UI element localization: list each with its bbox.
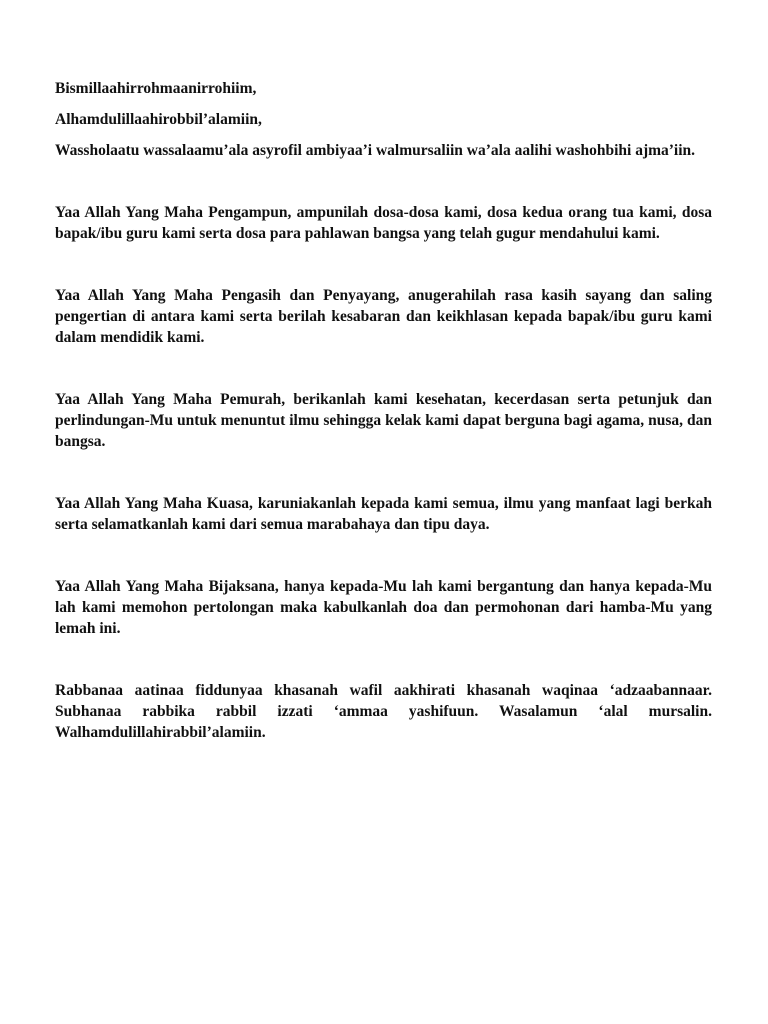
prayer-paragraph: Yaa Allah Yang Maha Kuasa, karuniakanlah kepada kami semua, ilmu yang manfaat lagi berkah serta selamatkanlah kami dari semua marabahaya dan tipu daya.: [55, 495, 712, 533]
prayer-bijaksana: [55, 576, 712, 639]
closing-paragraph: Rabbanaa aatinaa fiddunyaa khasanah wafil aakhirati khasanah waqinaa ‘adzaabannaar. Subhanaa rabbika rabbil izzati ‘ammaa yashifuun. Wasalamun ‘alal mursalin. Walhamdulillahirabbil’alamiin.: [55, 682, 712, 741]
sholawat-line: Wassholaatu wassalaamu’ala asyrofil ambiyaa’i walmursaliin wa’ala aalihi washohbihi ajma’iin.: [55, 142, 696, 159]
closing-prayer: [55, 680, 712, 743]
prayer-paragraph: Yaa Allah Yang Maha Pemurah, berikanlah kami kesehatan, kecerdasan serta petunjuk dan perlindungan-Mu untuk menuntut ilmu sehingga kelak kami dapat berguna bagi agama, nusa, dan bangsa.: [55, 391, 712, 450]
opening-greeting: [55, 78, 712, 161]
prayer-paragraph: Yaa Allah Yang Maha Pengampun, ampunilah dosa-dosa kami, dosa kedua orang tua kami, dosa bapak/ibu guru kami serta dosa para pahlawan bangsa yang telah gugur mendahului kami.: [55, 204, 712, 242]
bismillah-line: Bismillaahirrohmaanirrohiim,: [55, 80, 257, 97]
document-body: [55, 78, 712, 743]
prayer-paragraph: Yaa Allah Yang Maha Pengasih dan Penyayang, anugerahilah rasa kasih sayang dan saling pengertian di antara kami serta berilah kesabaran dan keikhlasan kepada bapak/ibu guru kami dalam mendidik kami.: [55, 287, 712, 346]
prayer-pemurah: [55, 389, 712, 452]
prayer-pengampun: [55, 202, 712, 244]
prayer-paragraph: Yaa Allah Yang Maha Bijaksana, hanya kepada-Mu lah kami bergantung dan hanya kepada-Mu lah kami memohon pertolongan maka kabulkanlah doa dan permohonan dari hamba-Mu yang lemah ini.: [55, 578, 712, 637]
prayer-kuasa: [55, 493, 712, 535]
prayer-pengasih: [55, 285, 712, 348]
hamdalah-line: Alhamdulillaahirobbil’alamiin,: [55, 111, 262, 128]
